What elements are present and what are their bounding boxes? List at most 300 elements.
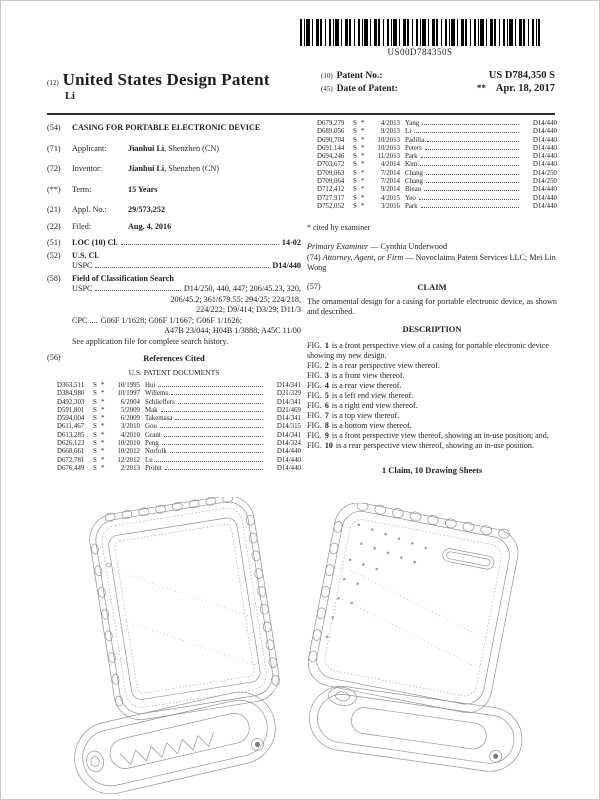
search-cpc-label: CPC .... [72, 315, 98, 325]
fig-label: FIG. [307, 440, 322, 450]
fig-number: 3 [324, 370, 329, 380]
page-title: United States Design Patent [62, 70, 270, 89]
barcode-bars-image [300, 19, 540, 46]
examiner-cited-star: * [101, 415, 105, 423]
reference-row [307, 120, 557, 128]
dot-leader [156, 461, 263, 462]
inventor-label: Inventor: [72, 164, 103, 173]
patent-number: D690,704 [317, 136, 345, 144]
fig-text: is a rear perspective view thereof. [331, 360, 440, 370]
barcode-text: US00D784350S [387, 47, 453, 57]
fig-text: is a rear view thereof. [331, 380, 402, 390]
field-number: (71) [47, 143, 61, 153]
field-term [47, 185, 301, 196]
reference-row [47, 415, 301, 423]
reference-row [307, 195, 557, 203]
kind-code: S [353, 153, 357, 161]
patent-number: D727,917 [317, 194, 345, 202]
inventor-name: Norfolk [145, 448, 167, 456]
fig-text: is a left end view thereof. [331, 390, 414, 400]
reference-row [47, 382, 301, 390]
field-number: (57) [307, 281, 321, 291]
classification: D14/341 [276, 398, 301, 406]
fig-number: 5 [324, 390, 329, 400]
patent-number: D611,467 [57, 423, 85, 431]
fig-label: FIG. [307, 370, 322, 380]
inventor-name: Mak [145, 406, 158, 414]
appl-no-label: Appl. No.: [72, 205, 107, 214]
issue-date: 10/2010 [117, 440, 140, 448]
figure-description-line [307, 411, 557, 421]
inventor-name: Lu [145, 456, 153, 464]
fig-label: FIG. [307, 360, 322, 370]
issue-date: 7/2014 [380, 178, 400, 186]
first-named-inventor: Li [65, 91, 75, 102]
examiner-cited-star: * [101, 464, 105, 472]
barcode [300, 19, 540, 57]
dot-leader [420, 165, 519, 166]
reference-row [47, 432, 301, 440]
field-number: (52) [47, 250, 61, 260]
examiner-attorney-block [307, 242, 557, 274]
inventor-name: Probit [145, 464, 162, 472]
term-label: Term: [72, 184, 92, 194]
inventor-name: Bleau [405, 186, 422, 194]
kind-code: S [93, 423, 97, 431]
kind-code: S [353, 202, 357, 210]
us-patent-documents-heading: U.S. PATENT DOCUMENTS [128, 368, 220, 377]
dot-leader [162, 444, 263, 445]
casing-back-panel [304, 503, 522, 717]
loc-value: 14-02 [281, 238, 301, 247]
kind-code: S [353, 194, 357, 202]
figure-description-line [307, 421, 557, 431]
reference-row [307, 153, 557, 161]
figure-description-line [307, 431, 557, 441]
classification: D14/341 [276, 382, 301, 389]
dot-leader [160, 427, 263, 428]
dot-leader [158, 386, 263, 387]
dot-leader [419, 199, 519, 200]
figure-description-line [307, 361, 557, 371]
kind-code: S [353, 178, 357, 186]
dot-leader [426, 174, 519, 175]
kind-code: S [93, 406, 97, 414]
kind-code: S [353, 120, 357, 127]
patent-number: D384,980 [57, 390, 85, 398]
fig-label: FIG. [307, 390, 322, 400]
dot-leader [427, 141, 519, 142]
field-number: (56) [47, 353, 61, 362]
field-52-us-cl [47, 251, 301, 272]
issue-date: 11/2013 [377, 153, 400, 161]
patent-number: D752,052 [317, 202, 345, 210]
kind-code: S [353, 186, 357, 194]
inventor-name: Chang [405, 178, 423, 186]
dot-leader [421, 157, 519, 158]
kind-code: S [93, 390, 97, 398]
inventor-name: Peng [145, 440, 159, 448]
casing-base-handle [305, 682, 526, 775]
dot-leader [121, 244, 279, 245]
patent-number: D613,285 [57, 431, 85, 439]
patent-number: D668,661 [57, 448, 85, 456]
reference-row [47, 390, 301, 398]
filed-value: Aug. 4, 2016 [128, 221, 172, 231]
kind-code: S [353, 144, 357, 152]
figure-description-line [307, 391, 557, 401]
reference-row [47, 423, 301, 431]
field-72-inventor [47, 164, 301, 175]
field-number: (21) [47, 205, 61, 214]
issue-date: 4/2013 [380, 120, 400, 127]
claim-text: The ornamental design for a casing for portable electronic device, as shown and described. [307, 296, 557, 317]
kind-code: S [353, 136, 357, 144]
patent-number: D691,144 [317, 144, 345, 152]
patent-number: D626,123 [57, 440, 85, 448]
field-51-loc [47, 238, 301, 249]
issue-date: 10/2013 [377, 136, 400, 144]
search-uspc-line: D14/250, 440, 447; 206/45.23, 320, [183, 284, 301, 293]
search-uspc-line: 224/222; D9/414; D3/29; D11/3 [196, 305, 301, 314]
dot-leader [95, 267, 269, 268]
header-right [321, 70, 555, 102]
appl-no-value: 29/573,252 [128, 205, 166, 214]
examiner-cited-star: * [101, 431, 105, 439]
invention-title: CASING FOR PORTABLE ELECTRONIC DEVICE [72, 123, 261, 132]
issue-date: 4/2014 [380, 161, 400, 169]
field-71-applicant [47, 144, 301, 155]
examiner-cited-star: * [101, 448, 105, 456]
inventor-name: Hui [145, 382, 156, 389]
kind-code: S [93, 440, 97, 448]
classification: D14/440 [532, 161, 557, 169]
issue-date: 4/2010 [120, 431, 140, 439]
term-value: 15 Years [128, 184, 158, 194]
search-note: See application file for complete search history. [72, 336, 229, 346]
inventor-name: Willems [145, 390, 169, 398]
fig-number: 10 [324, 440, 333, 450]
classification: D14/440 [276, 456, 301, 464]
dot-leader [422, 124, 519, 125]
dot-leader [164, 436, 263, 437]
reference-row [47, 407, 301, 415]
kind-code: S [93, 464, 97, 472]
field-number: (72) [47, 164, 61, 173]
examiner-cited-star: * [101, 423, 105, 431]
field-number: (54) [47, 123, 61, 132]
search-uspc-line: 206/45.2; 361/679.55; 294/25; 224/218, [170, 294, 301, 304]
fig-text: is a rear perspective view thereof, showing an in-use position. [335, 440, 534, 450]
reference-row [307, 170, 557, 178]
casing-frame [86, 497, 283, 723]
patent-number: D363,511 [57, 382, 85, 389]
fig-label: FIG. [307, 380, 322, 390]
figure-descriptions [307, 341, 557, 451]
field-code-12: (12) [47, 79, 59, 87]
fig-number: 2 [324, 360, 329, 370]
applicant-label: Applicant: [72, 143, 107, 153]
classification: D14/324 [276, 440, 301, 448]
issue-date: 2/2013 [120, 464, 140, 472]
inventor-name: Peters [405, 144, 422, 152]
examiner-cited-star: * [101, 382, 105, 389]
figure-description-line [307, 381, 557, 391]
classification: D14/440 [532, 144, 557, 152]
fig-number: 9 [324, 430, 329, 440]
dot-leader [426, 182, 519, 183]
patent-number: D594,004 [57, 415, 85, 423]
inventor-name: Kim [405, 161, 418, 169]
issue-date: 10/2012 [117, 448, 140, 456]
claims-sheets-summary: 1 Claim, 10 Drawing Sheets [381, 464, 483, 475]
left-column [47, 123, 301, 473]
reference-row [47, 457, 301, 465]
dot-leader [424, 190, 519, 191]
dot-leader [175, 419, 263, 420]
patent-number: D694,246 [317, 153, 345, 161]
figure-description-line [307, 441, 557, 451]
search-uspc-continuation [72, 295, 301, 316]
reference-row [307, 145, 557, 153]
inventor-name: Park [405, 202, 418, 210]
figure-description-line [307, 371, 557, 381]
classification: D14/250 [532, 169, 557, 177]
classification: D21/329 [276, 390, 301, 398]
issue-date: 9/2014 [380, 186, 400, 194]
fig-text: is a top view thereof. [331, 410, 400, 420]
inventor-value: Jianhui Li, Shenzhen (CN) [128, 164, 219, 173]
figure-rear-perspective-drawing [295, 503, 545, 783]
classification: D14/440 [532, 194, 557, 202]
examiner-cited-star: * [361, 136, 365, 144]
uspc-value: D14/440 [272, 261, 301, 270]
patent-number: D492,303 [57, 398, 85, 406]
classification: D21/469 [276, 406, 301, 414]
patent-number: D591,801 [57, 406, 85, 414]
classification: D14/440 [532, 136, 557, 144]
kind-code: S [93, 431, 97, 439]
inventor-name: Park [405, 153, 418, 161]
figure-front-perspective-drawing [61, 497, 293, 797]
issue-date: 6/2009 [120, 415, 140, 423]
field-54-title [47, 123, 301, 134]
figure-description-line [307, 401, 557, 411]
references-cited-heading: (56) References Cited [47, 353, 205, 363]
inventor-name: Schlieffers [145, 398, 175, 406]
dot-leader [414, 132, 519, 133]
inventor-name: Padilla [405, 136, 425, 144]
reference-row [307, 128, 557, 136]
dot-leader [95, 290, 180, 291]
kind-code: S [93, 382, 97, 389]
patent-number: D676,449 [57, 464, 85, 472]
kind-code: S [353, 161, 357, 169]
kind-code: S [93, 456, 97, 464]
reference-row [307, 137, 557, 145]
search-uspc-label: USPC [72, 284, 93, 293]
kind-code: S [353, 169, 357, 177]
field-number: (58) [47, 273, 61, 283]
fig-text: is a right end view thereof. [331, 400, 418, 410]
reference-row [307, 178, 557, 186]
patent-number: D709,064 [317, 178, 345, 186]
header-left [47, 70, 321, 102]
reference-row [47, 448, 301, 456]
patent-number: D689,056 [317, 128, 345, 136]
reference-row [47, 440, 301, 448]
search-cpc-line: A47B 23/044; H04B 1/3888; A45C 11/00 [164, 326, 301, 335]
fig-number: 7 [324, 410, 329, 420]
kind-code: S [93, 398, 97, 406]
examiner-cited-star: * [101, 440, 105, 448]
dot-leader [165, 469, 263, 470]
inventor-name: Yang [405, 120, 420, 127]
field-number: (51) [47, 238, 61, 247]
issue-date: 5/2009 [120, 406, 140, 414]
kind-code: S [353, 128, 357, 136]
inventor-name: Li [405, 128, 412, 136]
classification: D14/440 [276, 464, 301, 472]
dot-leader [425, 149, 519, 150]
classification: D14/315 [276, 423, 301, 431]
figure-description-line [307, 341, 557, 361]
field-code-10: (10) [321, 72, 333, 80]
dot-leader [421, 207, 519, 208]
fig-label: FIG. [307, 400, 322, 410]
classification: D14/440 [532, 186, 557, 194]
right-column [307, 120, 557, 475]
reference-row [47, 465, 301, 473]
issue-date: 10/1997 [117, 390, 140, 398]
fig-number: 6 [324, 400, 329, 410]
examiner-cited-star: * [361, 169, 365, 177]
examiner-cited-star: * [101, 398, 105, 406]
fig-text: is a front perspective view of a casing for portable electronic device showing my new design. [307, 340, 549, 360]
classification: D14/341 [276, 431, 301, 439]
field-code-45: (45) [321, 85, 333, 93]
examiner-cited-star: * [361, 120, 365, 127]
date-of-patent-label: Date of Patent: [336, 84, 398, 94]
cited-by-examiner-note: * cited by examiner [307, 223, 371, 233]
fig-text: is a front perspective view thereof, showing an in-use position; and, [331, 430, 549, 440]
filed-label: Filed: [72, 221, 92, 231]
examiner-cited-star: * [361, 202, 365, 210]
classification: D14/341 [276, 415, 301, 423]
inventor-name: Chang [405, 169, 423, 177]
issue-date: 10/2013 [377, 144, 400, 152]
description-heading: DESCRIPTION [402, 323, 462, 334]
primary-examiner-line: Primary Examiner — Cynthia Underwood [307, 242, 448, 252]
document-header [47, 70, 555, 102]
inventor-name: Takemasa [145, 415, 173, 423]
date-of-patent-value: Apr. 18, 2017 [495, 83, 555, 94]
field-number: (22) [47, 221, 61, 231]
reference-row [307, 203, 557, 211]
patent-number: D712,412 [317, 186, 345, 194]
examiner-cited-star: * [361, 194, 365, 202]
reference-row [47, 399, 301, 407]
examiner-cited-star: * [101, 456, 105, 464]
examiner-cited-star: * [101, 406, 105, 414]
examiner-cited-star: * [361, 161, 365, 169]
fig-number: 4 [324, 380, 329, 390]
fig-label: FIG. [307, 410, 322, 420]
classification: D14/440 [532, 120, 557, 127]
us-cl-label: U.S. Cl. [72, 250, 99, 260]
field-number: (**) [47, 184, 61, 194]
casing-base-handle [68, 685, 283, 797]
fig-text: is a front view thereof. [331, 370, 405, 380]
examiner-cited-star: * [361, 178, 365, 186]
classification: D14/250 [532, 178, 557, 186]
examiner-cited-star: * [361, 186, 365, 194]
classification: D14/440 [276, 448, 301, 456]
issue-date: 7/2014 [380, 169, 400, 177]
issue-date: 4/2015 [380, 194, 400, 202]
references-table-left [47, 382, 301, 473]
fig-label: FIG. [307, 430, 322, 440]
dot-leader [178, 403, 263, 404]
patent-number: D703,672 [317, 161, 345, 169]
header-divider [47, 113, 555, 115]
search-cpc-line: G06F 1/1628; G06F 1/1667; G06F 1/1626; [100, 315, 242, 325]
classification: D14/440 [532, 202, 557, 210]
issue-date: 3/2016 [380, 202, 400, 210]
fig-label: FIG. [307, 340, 322, 350]
kind-code: S [93, 448, 97, 456]
inventor-name: Yeo [405, 194, 416, 202]
patent-number: D679,279 [317, 120, 345, 127]
dot-leader [170, 452, 263, 453]
classification: D14/440 [532, 128, 557, 136]
examiner-cited-star: * [101, 390, 105, 398]
issue-date: 12/2012 [117, 456, 140, 464]
reference-row [307, 161, 557, 169]
examiner-cited-star: * [361, 128, 365, 136]
loc-label: LOC (10) Cl. [72, 238, 118, 247]
dot-leader [171, 394, 263, 395]
issue-date: 9/2013 [380, 128, 400, 136]
applicant-value: Jianhui Li, Shenzhen (CN) [128, 143, 219, 153]
inventor-name: Gou [145, 423, 157, 431]
patent-number: D709,063 [317, 169, 345, 177]
issue-date: 10/1995 [117, 382, 140, 389]
fig-label: FIG. [307, 420, 322, 430]
dot-leader [161, 411, 263, 412]
reference-row [307, 186, 557, 194]
fig-number: 8 [324, 420, 329, 430]
inventor-name: Grant [145, 431, 161, 439]
claim-heading: (57) CLAIM [307, 281, 447, 292]
field-58-search [47, 274, 301, 348]
examiner-cited-star: * [361, 153, 365, 161]
references-table-right [307, 120, 557, 211]
field-21-appl-no [47, 205, 301, 216]
examiner-cited-star: * [361, 144, 365, 152]
kind-code: S [93, 415, 97, 423]
field-22-filed [47, 222, 301, 233]
search-cpc-continuation [72, 326, 301, 337]
patent-number-value: US D784,350 S [488, 70, 555, 81]
patent-number: D672,781 [57, 456, 85, 464]
classification: D14/440 [532, 153, 557, 161]
fig-text: is a bottom view thereof. [331, 420, 412, 430]
patent-number-label: Patent No.: [336, 71, 383, 81]
search-label: Field of Classification Search [72, 273, 174, 283]
term-extension-marker: ** [476, 83, 486, 93]
fig-number: 1 [324, 340, 329, 350]
